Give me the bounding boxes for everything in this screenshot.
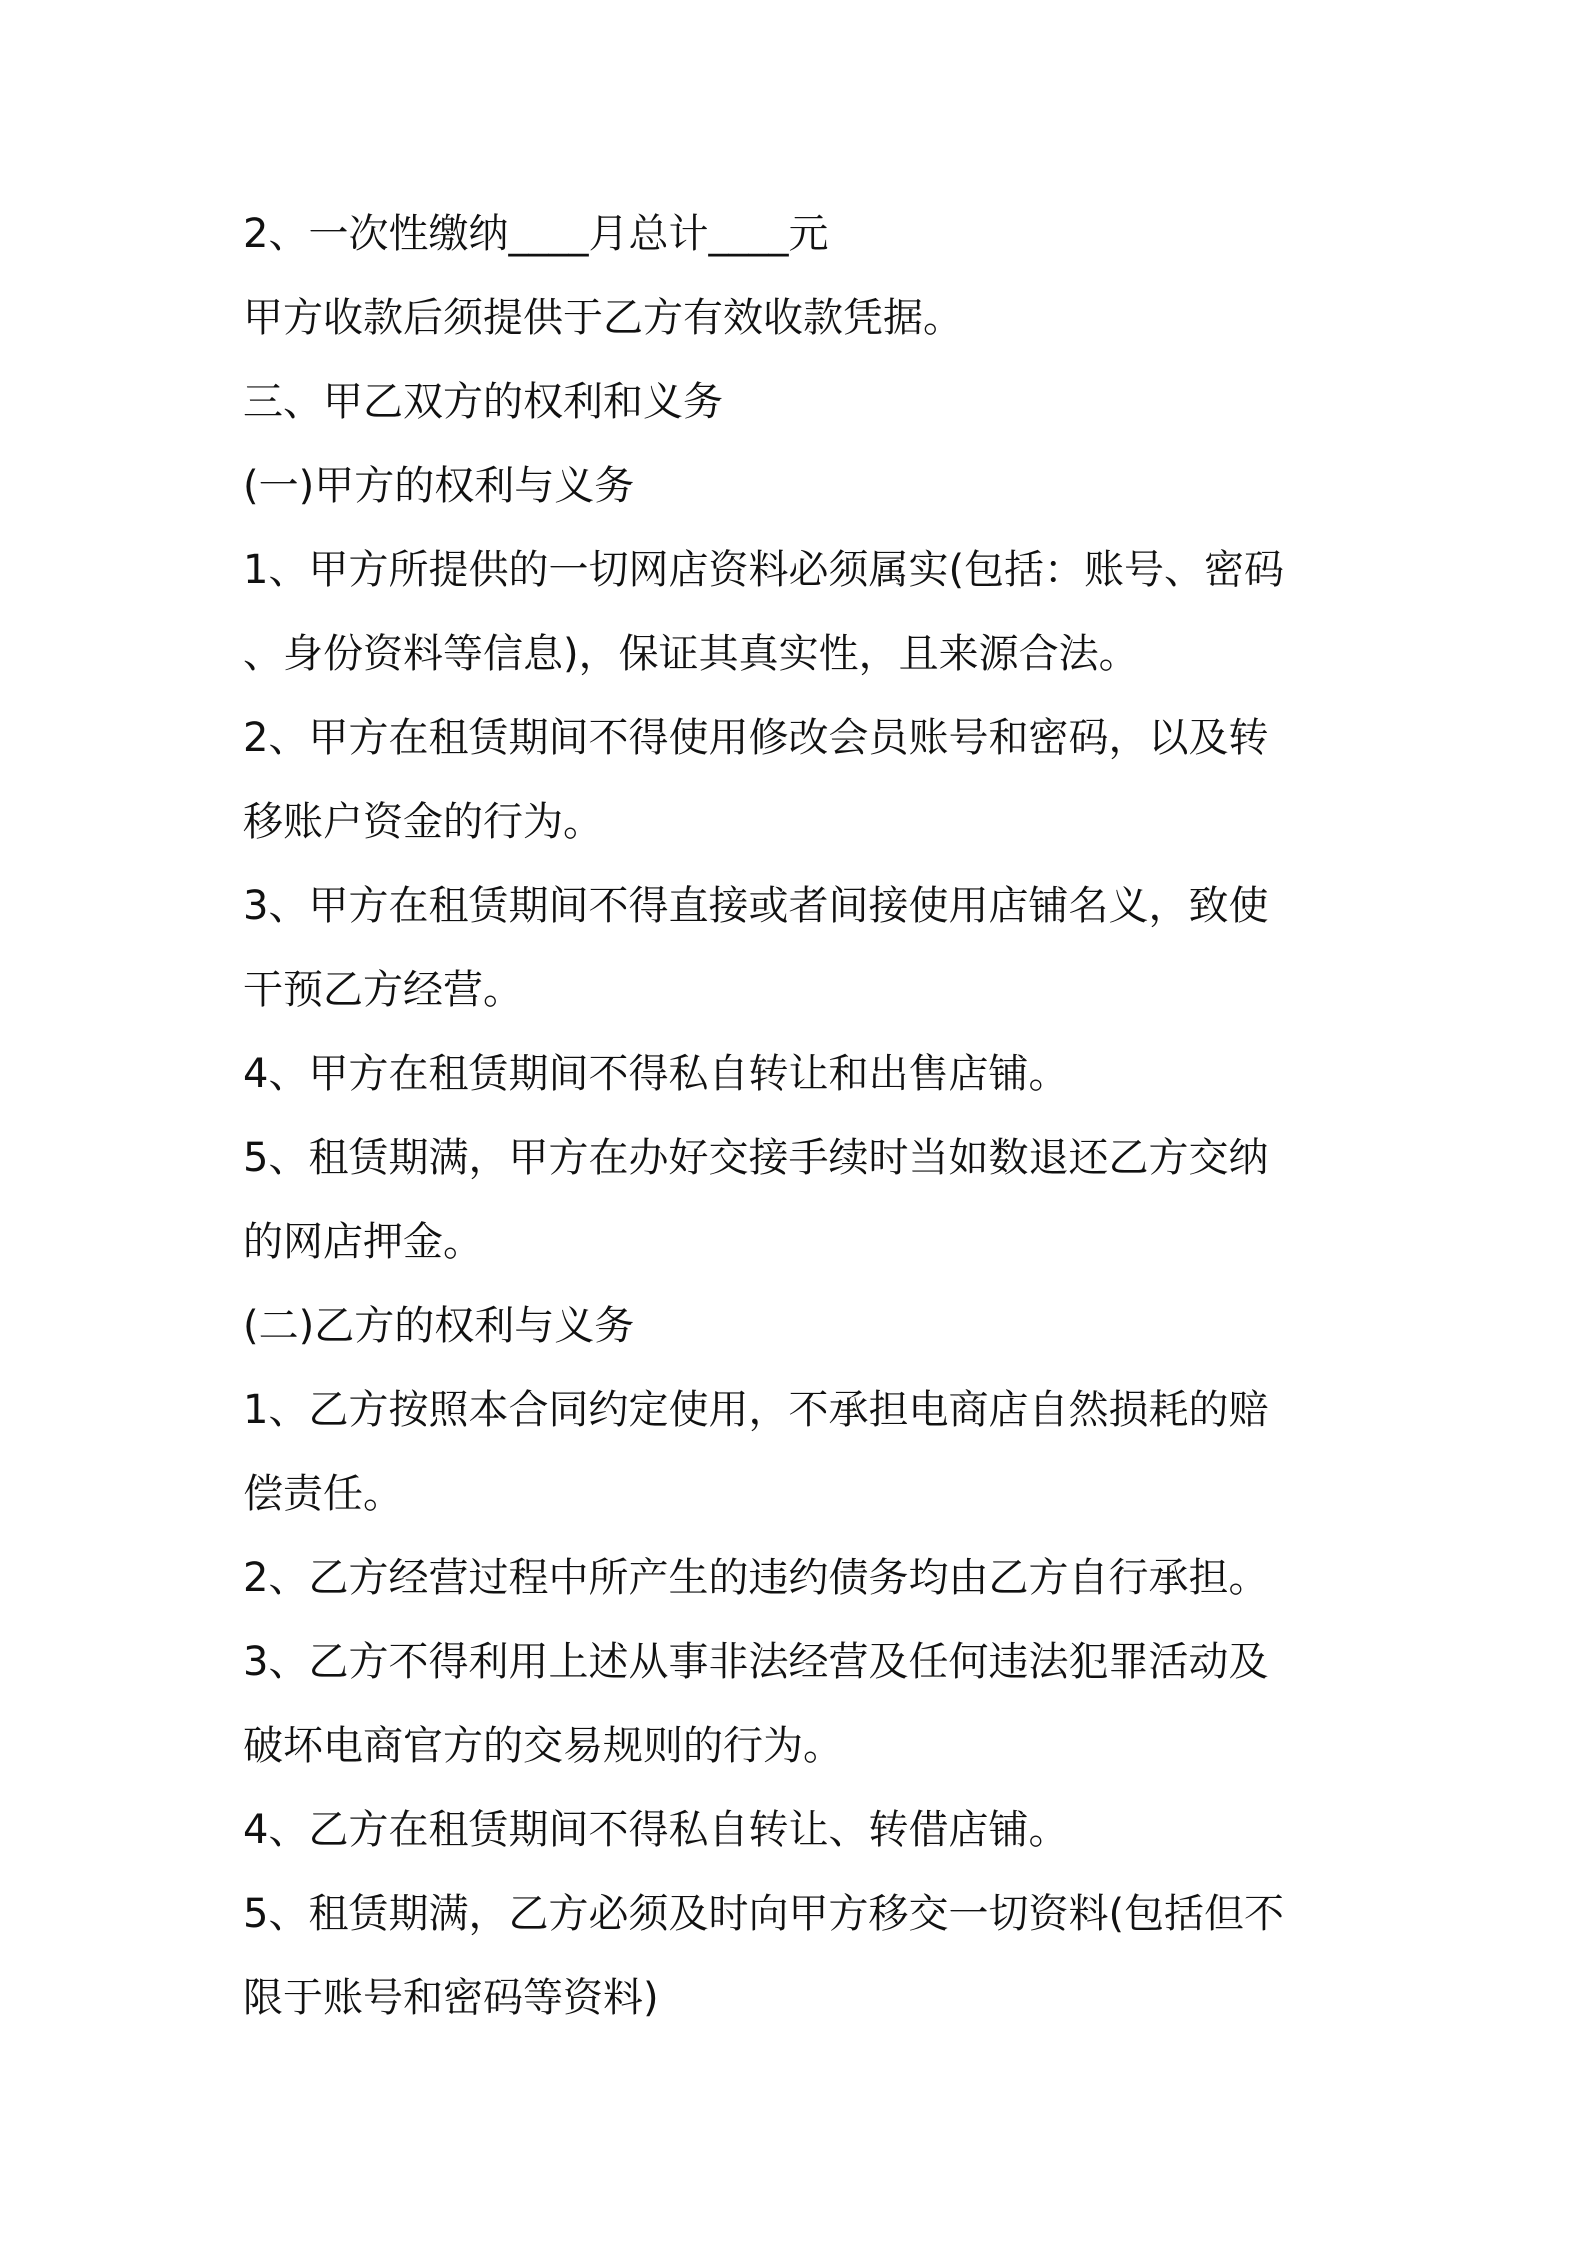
- text-line: 破坏电商官方的交易规则的行为。: [243, 1723, 843, 1769]
- document-body: [243, 192, 1363, 2040]
- text-line: 4、乙方在租赁期间不得私自转让、转借店铺。: [243, 1807, 1069, 1853]
- text-line: 2、乙方经营过程中所产生的违约债务均由乙方自行承担。: [243, 1555, 1269, 1601]
- text-line: 干预乙方经营。: [243, 967, 523, 1013]
- section-heading: 三、甲乙双方的权利和义务: [243, 379, 723, 425]
- text-line: 、身份资料等信息)，保证其真实性，且来源合法。: [243, 631, 1139, 677]
- text-line: 2、一次性缴纳____月总计____元: [243, 211, 829, 257]
- subsection-heading: (一)甲方的权利与义务: [243, 463, 635, 509]
- text-line: 4、甲方在租赁期间不得私自转让和出售店铺。: [243, 1051, 1069, 1097]
- text-line: 5、租赁期满，甲方在办好交接手续时当如数退还乙方交纳: [243, 1135, 1269, 1181]
- text-line: 3、乙方不得利用上述从事非法经营及任何违法犯罪活动及: [243, 1639, 1269, 1685]
- subsection-heading: (二)乙方的权利与义务: [243, 1303, 635, 1349]
- text-line: 1、甲方所提供的一切网店资料必须属实(包括：账号、密码: [243, 547, 1285, 593]
- text-line: 3、甲方在租赁期间不得直接或者间接使用店铺名义，致使: [243, 883, 1269, 929]
- text-line: 2、甲方在租赁期间不得使用修改会员账号和密码，以及转: [243, 715, 1269, 761]
- text-line: 移账户资金的行为。: [243, 799, 603, 845]
- text-line: 的网店押金。: [243, 1219, 483, 1265]
- text-line: 限于账号和密码等资料): [243, 1975, 659, 2021]
- text-line: 偿责任。: [243, 1471, 403, 1517]
- text-line: 1、乙方按照本合同约定使用，不承担电商店自然损耗的赔: [243, 1387, 1269, 1433]
- text-line: 甲方收款后须提供于乙方有效收款凭据。: [243, 295, 963, 341]
- text-line: 5、租赁期满，乙方必须及时向甲方移交一切资料(包括但不: [243, 1891, 1285, 1937]
